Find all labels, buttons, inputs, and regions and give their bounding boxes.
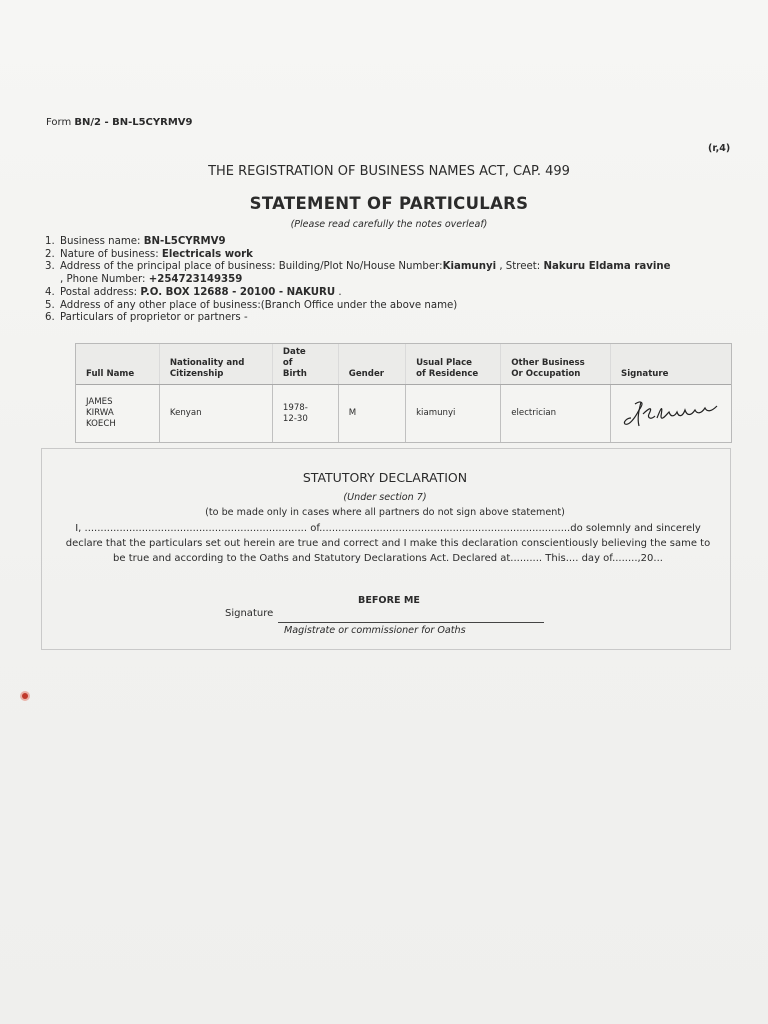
declaration-title: STATUTORY DECLARATION [302, 470, 468, 485]
phone-label: , Phone Number: [60, 274, 149, 286]
header-gender [338, 344, 405, 385]
rule-reference: (r,4) [708, 143, 731, 154]
partners-table [76, 344, 731, 442]
list-item-address [58, 261, 758, 286]
red-dot-mark [22, 693, 28, 699]
name-line1: JAMES [86, 397, 113, 407]
declaration-section: (Under section 7) [343, 492, 427, 503]
business-name-value: BN-L5CYRMV9 [143, 236, 226, 247]
list-item-postal [58, 287, 758, 300]
cell-occupation: electrician [501, 385, 611, 443]
cell-gender: M [338, 385, 405, 443]
header-nationality-line2: Citizenship [169, 369, 224, 379]
dob-line1: 1978- [282, 402, 308, 413]
cell-signature [611, 385, 732, 443]
street-value: Nakuru Eldama ravine [543, 261, 671, 273]
form-code: BN/2 - BN-L5CYRMV9 [74, 117, 193, 128]
header-signature [611, 344, 732, 385]
header-signature-text: Signature [621, 369, 669, 379]
header-gender-text: Gender [348, 369, 385, 379]
postal-label: Postal address: [60, 286, 141, 298]
phone-value: +254723149359 [148, 274, 243, 286]
header-residence [406, 344, 501, 385]
header-dob [272, 344, 338, 385]
cell-nationality: Kenyan [159, 385, 272, 443]
header-occupation [501, 344, 611, 385]
header-nationality-line1: Nationality and [169, 358, 245, 368]
header-dob-line3: Birth [282, 369, 307, 379]
header-residence-line1: Usual Place [416, 358, 472, 368]
signature-label: Signature [225, 608, 274, 619]
dob-line2: 12-30 [282, 413, 308, 424]
particulars-list [38, 236, 758, 325]
header-dob-line2: of [282, 358, 293, 368]
magistrate-caption: Magistrate or commissioner for Oaths [284, 625, 466, 636]
cell-full-name [76, 385, 159, 443]
table-header-row [76, 344, 731, 385]
postal-value: P.O. BOX 12688 - 20100 - NAKURU [140, 286, 336, 298]
signature-line [278, 622, 544, 623]
header-dob-line1: Date [282, 347, 306, 357]
declaration-body: I, ...................................................................... of...............................................................................do solemnly and sincerely declare that the particulars set out herein are true and correct and I make this declaration conscientiously believing the same to be true and according to the Oaths and Statutory Declarations Act. Declared at.......... This.... day of........,20... [65, 523, 711, 564]
header-nationality [159, 344, 272, 385]
declaration-note: (to be made only in cases where all partners do not sign above statement) [205, 507, 565, 518]
street-label: , Street: [496, 261, 544, 273]
form-reference [46, 117, 193, 128]
table-row [76, 385, 731, 443]
house-value: Kiamunyi [442, 261, 497, 273]
before-me-heading: BEFORE ME [358, 595, 420, 606]
business-name-label: Business name: [60, 236, 144, 247]
address-label: Address of the principal place of business: Building/Plot No/House Number: [60, 261, 443, 273]
list-item-particulars: 6. Particulars of proprietor or partners - [58, 312, 758, 325]
cell-residence: kiamunyi [406, 385, 501, 443]
page-title: STATEMENT OF PARTICULARS [249, 194, 529, 213]
partners-table-container [75, 343, 732, 443]
name-line2: KIRWA [86, 408, 114, 418]
header-occupation-line1: Other Business [511, 358, 585, 368]
nature-label: Nature of business: [60, 248, 162, 260]
header-residence-line2: of Residence [416, 369, 479, 379]
cell-dob [272, 385, 338, 443]
postal-suffix: . [335, 286, 342, 298]
list-item-other-place: 5. Address of any other place of business:(Branch Office under the above name) [58, 300, 758, 313]
header-full-name-text: Full Name [86, 369, 135, 379]
nature-value: Electricals work [161, 248, 253, 260]
notes-instruction: (Please read carefully the notes overleaf) [290, 219, 488, 230]
header-occupation-line2: Or Occupation [511, 369, 581, 379]
name-line3: KOECH [86, 419, 116, 429]
act-title: THE REGISTRATION OF BUSINESS NAMES ACT, CAP. 499 [208, 164, 570, 179]
list-item-nature [58, 249, 758, 262]
form-prefix: Form [46, 117, 75, 128]
header-full-name [76, 344, 159, 385]
handwritten-signature [621, 396, 721, 432]
list-item-business-name [58, 236, 758, 249]
